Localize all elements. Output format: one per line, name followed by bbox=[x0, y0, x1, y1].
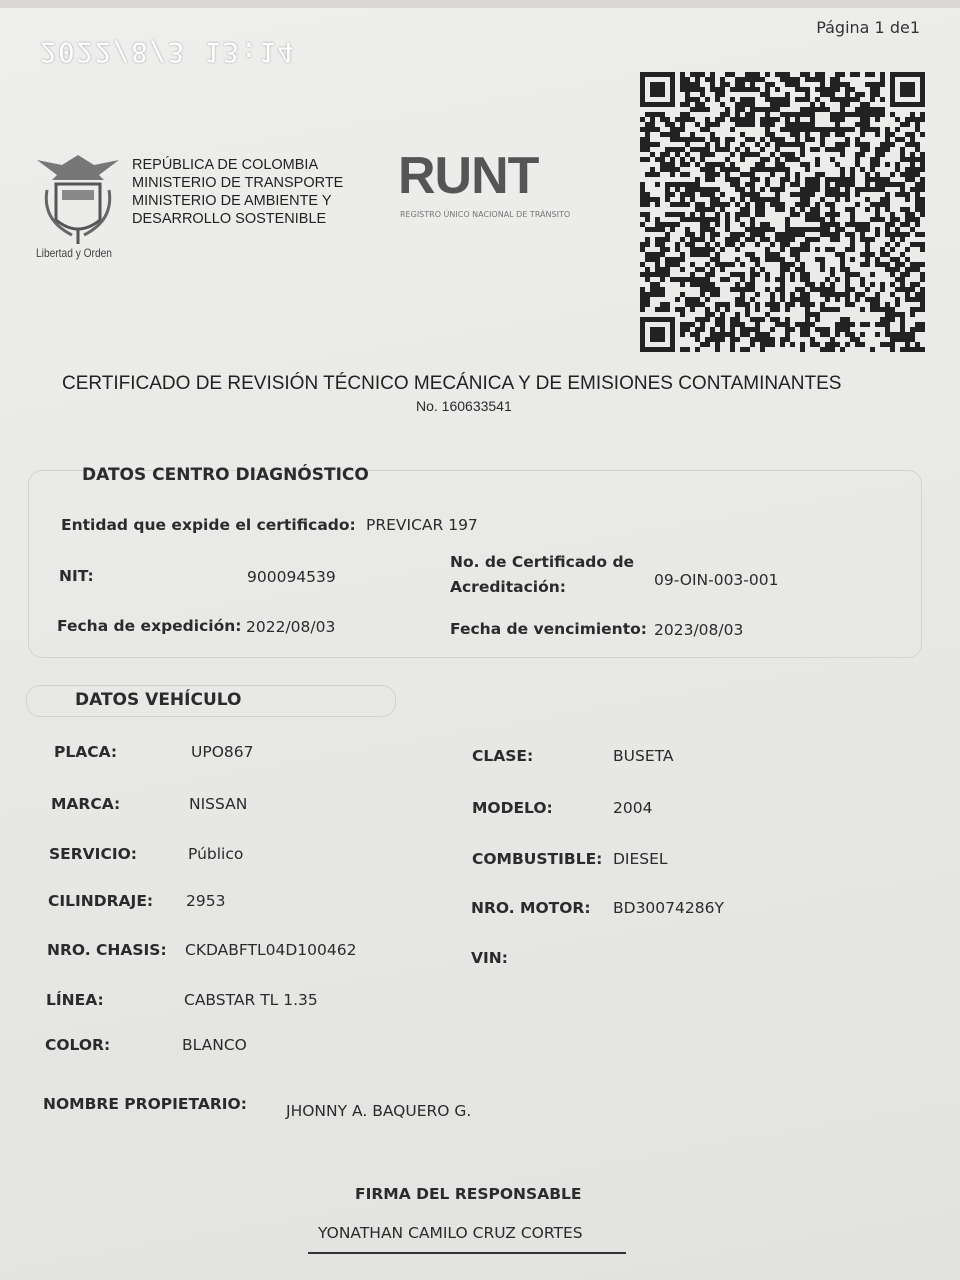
field-label: NOMBRE PROPIETARIO: bbox=[43, 1095, 247, 1113]
field-label: SERVICIO: bbox=[49, 845, 137, 863]
field-value: BD30074286Y bbox=[613, 899, 724, 917]
field-label: Acreditación: bbox=[450, 578, 567, 596]
gov-line: MINISTERIO DE TRANSPORTE bbox=[132, 175, 344, 191]
field-label: COMBUSTIBLE: bbox=[472, 850, 603, 868]
field-value: Público bbox=[188, 845, 244, 863]
runt-logo: RUNT bbox=[398, 147, 539, 205]
field-value: 2004 bbox=[613, 799, 653, 817]
qr-code bbox=[640, 72, 925, 352]
field-label: MODELO: bbox=[472, 799, 553, 817]
field-label: MARCA: bbox=[51, 795, 121, 813]
field-value: BUSETA bbox=[613, 747, 674, 765]
field-label: NRO. CHASIS: bbox=[47, 941, 167, 959]
field-value: CKDABFTL04D100462 bbox=[185, 941, 357, 959]
field-label: NIT: bbox=[59, 567, 94, 585]
signature-line bbox=[308, 1252, 626, 1254]
signer-name: YONATHAN CAMILO CRUZ CORTES bbox=[318, 1224, 583, 1242]
field-value: CABSTAR TL 1.35 bbox=[184, 991, 318, 1009]
section-heading: DATOS CENTRO DIAGNÓSTICO bbox=[82, 465, 369, 485]
gov-line: REPÚBLICA DE COLOMBIA bbox=[132, 157, 319, 173]
field-value: JHONNY A. BAQUERO G. bbox=[286, 1102, 472, 1120]
field-value: BLANCO bbox=[182, 1036, 247, 1054]
page-indicator: Página 1 de1 bbox=[816, 18, 920, 37]
field-label: CLASE: bbox=[472, 747, 534, 765]
field-label: CILINDRAJE: bbox=[48, 892, 154, 910]
field-label: PLACA: bbox=[54, 743, 118, 761]
field-label: LÍNEA: bbox=[46, 991, 104, 1009]
gov-line: MINISTERIO DE AMBIENTE Y bbox=[132, 193, 332, 209]
section-heading: DATOS VEHÍCULO bbox=[75, 690, 242, 710]
colombia-coat-of-arms-icon bbox=[32, 150, 124, 245]
field-value: 900094539 bbox=[247, 568, 336, 586]
field-value: 2023/08/03 bbox=[654, 621, 744, 639]
field-label: Fecha de expedición: bbox=[57, 617, 242, 635]
field-label: COLOR: bbox=[45, 1036, 111, 1054]
document-title: CERTIFICADO DE REVISIÓN TÉCNICO MECÁNICA Y DE EMISIONES CONTAMINANTES bbox=[62, 373, 842, 394]
field-value: 2953 bbox=[186, 892, 226, 910]
field-label: Entidad que expide el certificado: bbox=[61, 516, 356, 534]
field-label: No. de Certificado de bbox=[450, 553, 635, 571]
field-value: 2022/08/03 bbox=[246, 618, 336, 636]
field-label: VIN: bbox=[471, 949, 508, 967]
gov-line: DESARROLLO SOSTENIBLE bbox=[132, 211, 327, 227]
signature-label: FIRMA DEL RESPONSABLE bbox=[355, 1185, 582, 1203]
field-value: PREVICAR 197 bbox=[366, 516, 478, 534]
field-label: Fecha de vencimiento: bbox=[450, 620, 647, 638]
certificate-number: No. 160633541 bbox=[416, 398, 512, 414]
photo-timestamp: 2022/8/3 13:14 bbox=[40, 36, 296, 67]
field-value: UPO867 bbox=[191, 743, 254, 761]
government-header bbox=[132, 156, 343, 228]
runt-subtitle: REGISTRO ÚNICO NACIONAL DE TRÁNSITO bbox=[400, 210, 571, 219]
field-value: 09-OIN-003-001 bbox=[654, 571, 779, 589]
field-value: DIESEL bbox=[613, 850, 668, 868]
field-value: NISSAN bbox=[189, 795, 248, 813]
field-label: NRO. MOTOR: bbox=[471, 899, 591, 917]
motto: Libertad y Orden bbox=[36, 246, 112, 260]
